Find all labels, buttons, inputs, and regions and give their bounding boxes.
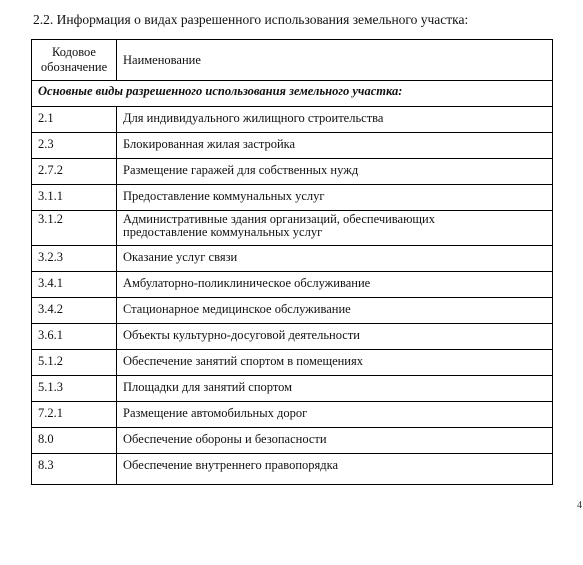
- table-row: [32, 133, 553, 159]
- row-name: Для индивидуального жилищного строительства: [117, 107, 553, 133]
- row-name: Размещение автомобильных дорог: [117, 402, 553, 428]
- row-code: 8.3: [32, 454, 117, 485]
- table-row: [32, 454, 553, 485]
- row-code: 5.1.3: [32, 376, 117, 402]
- row-code: 3.1.2: [32, 211, 117, 246]
- row-name: Обеспечение обороны и безопасности: [117, 428, 553, 454]
- row-name-line2: предоставление коммунальных услуг: [123, 225, 323, 239]
- table-row: [32, 350, 553, 376]
- table-row: [32, 159, 553, 185]
- code-column-header: [32, 40, 117, 81]
- row-code: 2.7.2: [32, 159, 117, 185]
- page-number-fragment: 4: [577, 500, 582, 511]
- row-code: 3.2.3: [32, 246, 117, 272]
- row-code: 3.4.2: [32, 298, 117, 324]
- table-row: [32, 428, 553, 454]
- row-name: Амбулаторно-поликлиническое обслуживание: [117, 272, 553, 298]
- table-group-row: [32, 81, 553, 107]
- row-code: 3.1.1: [32, 185, 117, 211]
- name-column-header: Наименование: [117, 40, 553, 81]
- code-header-line1: Кодовое: [52, 45, 96, 59]
- row-name: Обеспечение занятий спортом в помещениях: [117, 350, 553, 376]
- table-row: [32, 107, 553, 133]
- section-heading: 2.2. Информация о видах разрешенного использования земельного участка:: [33, 12, 469, 27]
- table-row: [32, 272, 553, 298]
- row-name: Предоставление коммунальных услуг: [117, 185, 553, 211]
- table-row: [32, 324, 553, 350]
- row-name: Блокированная жилая застройка: [117, 133, 553, 159]
- row-code: 5.1.2: [32, 350, 117, 376]
- row-name: Обеспечение внутреннего правопорядка: [117, 454, 553, 485]
- row-name: Оказание услуг связи: [117, 246, 553, 272]
- table-row: [32, 298, 553, 324]
- row-name: [117, 211, 553, 246]
- row-code: 2.1: [32, 107, 117, 133]
- row-name: Площадки для занятий спортом: [117, 376, 553, 402]
- row-name-line1: Административные здания организаций, обеспечивающих: [123, 212, 435, 226]
- table-header-row: [32, 40, 553, 81]
- table-row: [32, 246, 553, 272]
- row-code: 2.3: [32, 133, 117, 159]
- table-row: [32, 185, 553, 211]
- row-name: Стационарное медицинское обслуживание: [117, 298, 553, 324]
- code-header-line2: обозначение: [40, 60, 108, 74]
- row-name: Размещение гаражей для собственных нужд: [117, 159, 553, 185]
- table-row: [32, 211, 553, 246]
- row-code: 7.2.1: [32, 402, 117, 428]
- row-code: 3.6.1: [32, 324, 117, 350]
- row-code: 3.4.1: [32, 272, 117, 298]
- row-code: 8.0: [32, 428, 117, 454]
- table-row: [32, 376, 553, 402]
- group-title: Основные виды разрешенного использования земельного участка:: [32, 81, 553, 107]
- row-name: Объекты культурно-досуговой деятельности: [117, 324, 553, 350]
- table-row: [32, 402, 553, 428]
- land-use-table: [31, 39, 553, 485]
